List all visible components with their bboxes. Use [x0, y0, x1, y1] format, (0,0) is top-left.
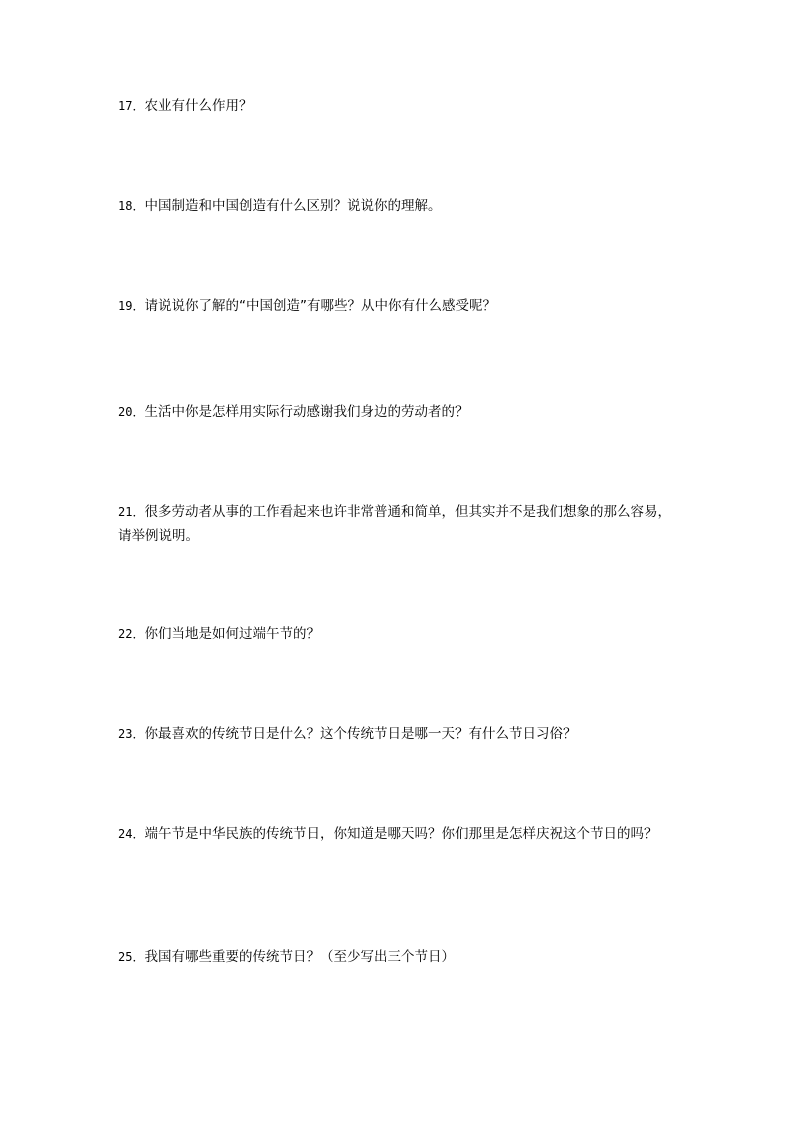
question-number: 24．: [118, 827, 145, 841]
question-24: [118, 822, 678, 846]
question-number: 21．: [118, 505, 145, 519]
question-number: 19．: [118, 299, 145, 313]
question-20: [118, 400, 678, 424]
question-23: [118, 722, 678, 746]
question-text: 请说说你了解的“中国创造”有哪些？从中你有什么感受呢？: [144, 298, 496, 314]
question-text: 我国有哪些重要的传统节日？（至少写出三个节日）: [144, 949, 455, 965]
question-17: [118, 94, 678, 118]
question-number: 22．: [118, 627, 145, 641]
question-number: 18．: [118, 199, 145, 213]
question-text: 你最喜欢的传统节日是什么？这个传统节日是哪一天？有什么节日习俗？: [144, 726, 577, 742]
question-21: [118, 500, 678, 548]
question-number: 17．: [118, 99, 145, 113]
question-19: [118, 294, 678, 318]
question-18: [118, 194, 678, 218]
question-number: 25．: [118, 950, 145, 964]
question-22: [118, 622, 678, 646]
question-text: 中国制造和中国创造有什么区别？说说你的理解。: [144, 198, 442, 214]
question-25: [118, 945, 678, 969]
question-text: 你们当地是如何过端午节的？: [144, 626, 320, 642]
question-text: 农业有什么作用？: [144, 98, 253, 114]
question-text: 生活中你是怎样用实际行动感谢我们身边的劳动者的？: [144, 404, 469, 420]
question-number: 20．: [118, 405, 145, 419]
question-text: 端午节是中华民族的传统节日，你知道是哪天吗？你们那里是怎样庆祝这个节日的吗？: [144, 826, 658, 842]
question-number: 23．: [118, 727, 145, 741]
question-text: 很多劳动者从事的工作看起来也许非常普通和简单，但其实并不是我们想象的那么容易，请举例说明。: [118, 504, 671, 544]
